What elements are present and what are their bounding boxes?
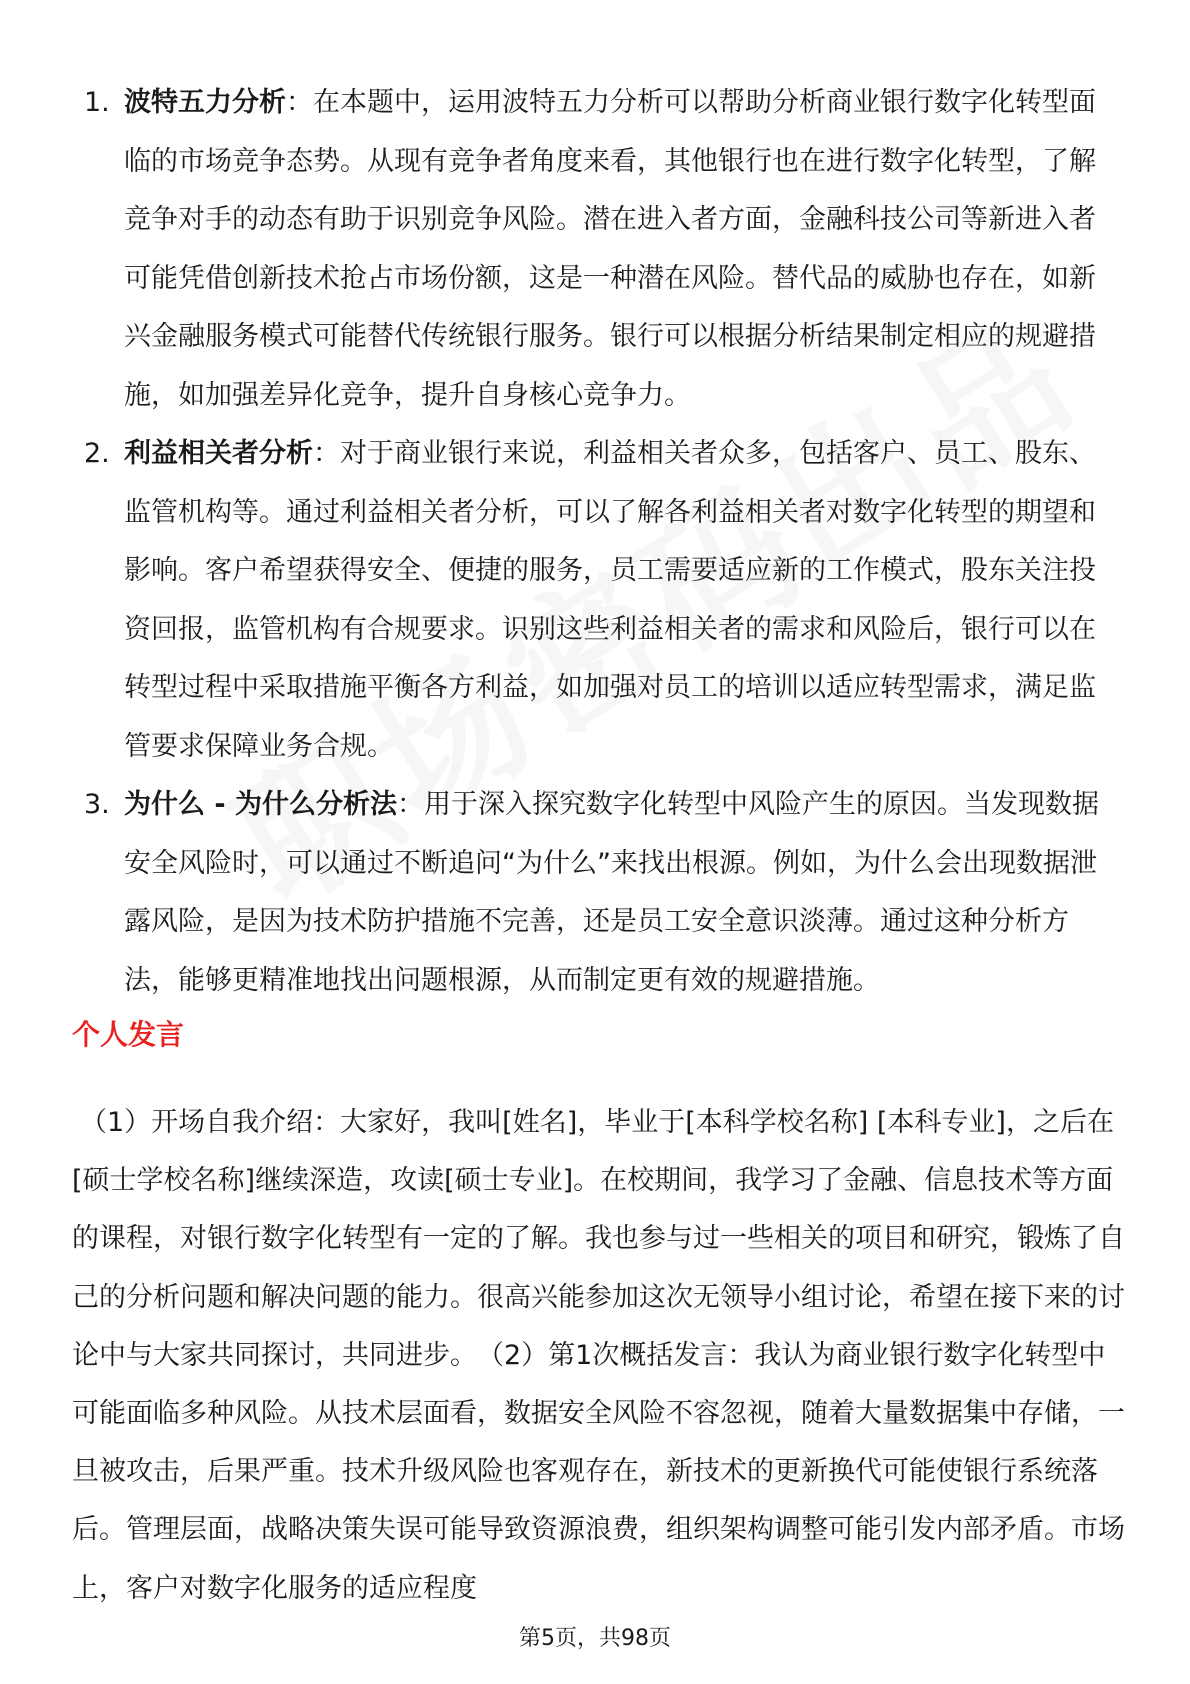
list-item [72, 74, 1122, 425]
analysis-method-list [72, 74, 1122, 1010]
list-item-text: ：在本题中，运用波特五力分析可以帮助分析商业银行数字化转型面临的市场竞争态势。从现有竞争者角度来看，其他银行也在进行数字化转型，了解竞争对手的动态有助于识别竞争风险。潜在进入者方面，金融科技公司等新进入者可能凭借创新技术抢占市场份额，这是一种潜在风险。替代品的威胁也存在，如新兴金融服务模式可能替代传统银行服务。银行可以根据分析结果制定相应的规避措施，如加强差异化竞争，提升自身核心竞争力。 [124, 87, 1096, 411]
list-item-term: 利益相关者分析 [124, 438, 313, 469]
list-item-term: 波特五力分析 [124, 87, 286, 118]
list-item-text: ：用于深入探究数字化转型中风险产生的原因。当发现数据安全风险时，可以通过不断追问“为什么”来找出根源。例如，为什么会出现数据泄露风险，是因为技术防护措施不完善，还是员工安全意识淡薄。通过这种分析方法，能够更精准地找出问题根源，从而制定更有效的规避措施。 [124, 789, 1100, 996]
list-item-number: 3. [84, 789, 110, 820]
list-item-term: 为什么 - 为什么分析法 [124, 789, 398, 820]
list-item-number: 1. [84, 87, 110, 118]
section-heading: 个人发言 [72, 1018, 185, 1051]
section-paragraph: （1）开场自我介绍：大家好，我叫[姓名]，毕业于[本科学校名称] [本科专业]，之后在[硕士学校名称]继续深造，攻读[硕士专业]。在校期间，我学习了金融、信息技术等方面的课程，对银行数字化转型有一定的了解。我也参与过一些相关的项目和研究，锻炼了自己的分析问题和解决问题的能力。很高兴能参加这次无领导小组讨论，希望在接下来的讨论中与大家共同探讨，共同进步。 （2）第1次概括发言：我认为商业银行数字化转型中可能面临多种风险。从技术层面看，数据安全风险不容忽视，随着大量数据集中存储，一旦被攻击，后果严重。技术升级风险也客观存在，新技术的更新换代可能使银行系统落后。管理层面，战略决策失误可能导致资源浪费，组织架构调整可能引发内部矛盾。市场上，客户对数字化服务的适应程度 [72, 1107, 1125, 1604]
list-item-number: 2. [84, 438, 110, 469]
list-item [72, 425, 1122, 776]
list-item-text: ：对于商业银行来说，利益相关者众多，包括客户、员工、股东、监管机构等。通过利益相关者分析，可以了解各利益相关者对数字化转型的期望和影响。客户希望获得安全、便捷的服务，员工需要适应新的工作模式，股东关注投资回报，监管机构有合规要求。识别这些利益相关者的需求和风险后，银行可以在转型过程中采取措施平衡各方利益，如加强对员工的培训以适应转型需求，满足监管要求保障业务合规。 [124, 438, 1096, 762]
page-number: 第5页，共98页 [519, 1626, 671, 1651]
list-item [72, 776, 1122, 1010]
